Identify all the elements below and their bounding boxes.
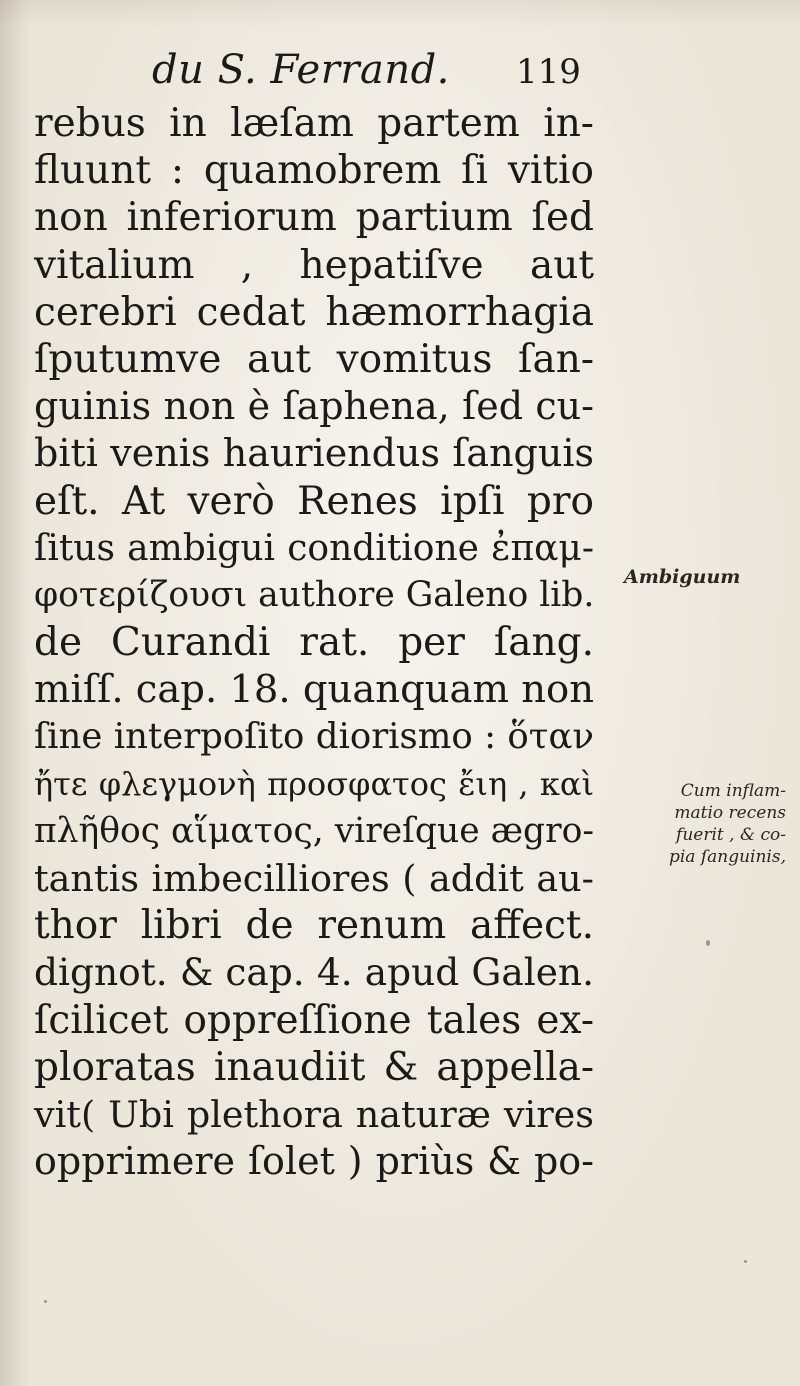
text-line: cerebri cedat hæmorrhagia <box>34 289 594 335</box>
text-line: non inferiorum partium ſed <box>34 195 594 241</box>
text-line: vitalium , hepatiſve aut <box>34 242 594 288</box>
paper-speck <box>744 1260 747 1263</box>
text-line: ἤτε φλεγμονὴ προσφατος ἔιη , καὶ <box>34 764 594 803</box>
body-text <box>34 100 594 1185</box>
text-line: φοτερίζουσι authore Galeno lib. <box>34 574 595 615</box>
text-line: de Curandi rat. per ſang. <box>34 620 594 666</box>
text-line: ſitus ambigui conditione ἐπαμ- <box>34 527 594 569</box>
margin-note-line: matio recens <box>674 803 786 823</box>
margin-note-line: fuerit , & co- <box>676 825 786 845</box>
text-line: thor libri de renum affect. <box>34 903 594 949</box>
text-line: dignot. & cap. 4. apud Galen. <box>34 950 594 995</box>
margin-note-ambiguum: Ambiguum <box>624 566 741 588</box>
margin-note-line: Cum inflam- <box>680 781 786 801</box>
text-line: eſt. At verò Renes ipſi pro <box>34 478 594 524</box>
text-line: rebus in læſam partem in- <box>34 101 594 146</box>
text-line: ſcilicet oppreſſione tales ex- <box>34 997 594 1043</box>
text-line: tantis imbecilliores ( addit au- <box>34 857 594 900</box>
text-line: biti venis hauriendus ſanguis <box>34 431 594 476</box>
text-line: miſſ. cap. 18. quanquam non <box>34 667 594 713</box>
text-line: fluunt : quamobrem ſi vitio <box>34 148 594 194</box>
text-line: guinis non è ſaphena, ſed cu- <box>34 384 594 429</box>
running-head-title: du S. Ferrand. <box>152 47 450 93</box>
running-head <box>0 38 800 98</box>
text-line: ploratas inaudiit & appella- <box>34 1044 594 1090</box>
paper-speck <box>44 1300 47 1303</box>
text-line: ſine interpoſito diorismo : ὅταν <box>34 716 594 758</box>
text-line: ſputumve aut vomitus ſan- <box>34 336 594 382</box>
margin-note-line: pia ſanguinis, <box>668 847 786 867</box>
text-line: πλῆθος αἵματος, vireſque ægro- <box>34 810 595 851</box>
text-line: opprimere ſolet ) priùs & po- <box>34 1139 594 1184</box>
paper-speck <box>706 940 710 946</box>
margin-note-inflammation <box>606 780 786 868</box>
text-line: vit( Ubi plethora naturæ vires <box>34 1092 594 1136</box>
page-number: 119 <box>516 52 581 92</box>
